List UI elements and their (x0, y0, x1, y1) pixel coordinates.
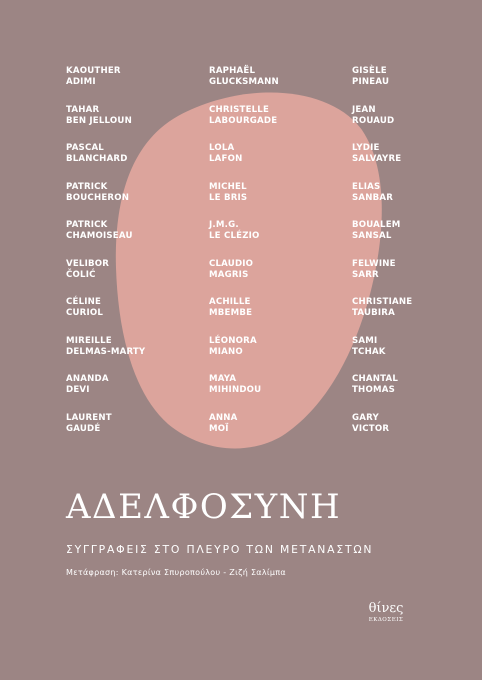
author-entry (352, 374, 482, 413)
author-last-name: MIANO (209, 346, 243, 357)
author-entry (66, 66, 216, 105)
author-first-name: JEAN (352, 104, 376, 115)
author-first-name: CHRISTIANE (352, 297, 413, 307)
author-first-name: VELIBOR (66, 258, 110, 269)
author-entry (66, 105, 216, 144)
authors-column-middle (209, 66, 359, 451)
author-entry (66, 336, 216, 375)
author-last-name: GLUCKSMANN (209, 77, 279, 87)
author-entry (209, 143, 359, 182)
author-entry (209, 374, 359, 413)
author-last-name: ČOLIĆ (66, 269, 96, 280)
author-entry (209, 413, 359, 452)
author-first-name: KAOUTHER (66, 66, 121, 76)
author-last-name: THOMAS (352, 385, 395, 395)
author-first-name: ELIAS (352, 181, 381, 192)
author-last-name: DEVI (66, 385, 90, 395)
author-last-name: LE BRIS (209, 192, 248, 203)
author-first-name: CLAUDIO (209, 258, 254, 269)
author-entry (66, 220, 216, 259)
author-entry (209, 182, 359, 221)
author-last-name: TAUBIRA (352, 308, 395, 318)
author-last-name: SANBAR (352, 192, 394, 203)
author-entry (352, 182, 482, 221)
author-first-name: FELWINE (352, 258, 396, 269)
author-first-name: BOUALEM (352, 220, 401, 230)
author-last-name: MBEMBE (209, 308, 253, 318)
author-entry (209, 220, 359, 259)
author-entry (66, 374, 216, 413)
author-last-name: PINEAU (352, 77, 390, 87)
book-title: ΑΔΕΛΦΟΣΥΝΗ (66, 487, 342, 527)
author-entry (209, 259, 359, 298)
authors-column-right (352, 66, 482, 451)
author-entry (66, 182, 216, 221)
author-first-name: CHRISTELLE (209, 104, 270, 115)
author-first-name: LYDIE (352, 143, 380, 153)
author-first-name: J.M.G. (209, 220, 239, 230)
author-first-name: RAPHAËL (209, 66, 256, 76)
author-entry (66, 413, 216, 452)
author-last-name: BLANCHARD (66, 154, 128, 164)
authors-column-left (66, 66, 216, 451)
author-first-name: SAMI (352, 335, 378, 346)
author-entry (66, 259, 216, 298)
author-entry (66, 143, 216, 182)
author-last-name: MIHINDOU (209, 385, 262, 395)
author-last-name: SARR (352, 269, 379, 280)
author-last-name: SANSAL (352, 231, 392, 241)
author-last-name: SALVAYRE (352, 154, 402, 164)
author-entry (352, 297, 482, 336)
author-first-name: PATRICK (66, 181, 108, 192)
translation-credit: Μετάφραση: Κατερίνα Σπυροπούλου - Ζιζή Σαλίμπα (66, 568, 286, 577)
publisher-logo (346, 602, 426, 624)
author-first-name: ACHILLE (209, 297, 251, 307)
author-last-name: DELMAS-MARTY (66, 346, 146, 357)
author-last-name: LABOURGADE (209, 115, 278, 126)
author-first-name: GISÈLE (352, 66, 387, 76)
author-last-name: LE CLÉZIO (209, 231, 260, 241)
author-last-name: VICTOR (352, 423, 390, 434)
author-entry (209, 336, 359, 375)
author-entry (352, 220, 482, 259)
author-first-name: ANNA (209, 412, 238, 423)
author-first-name: MIREILLE (66, 335, 112, 346)
author-last-name: BOUCHERON (66, 192, 130, 203)
author-first-name: MICHEL (209, 181, 247, 192)
book-subtitle: ΣΥΓΓΡΑΦΕΙΣ ΣΤΟ ΠΛΕΥΡΟ ΤΩΝ ΜΕΤΑΝΑΣΤΩΝ (66, 543, 374, 556)
author-entry (352, 413, 482, 452)
author-entry (209, 105, 359, 144)
publisher-name: θίνες (368, 601, 404, 616)
author-first-name: CHANTAL (352, 374, 399, 384)
author-last-name: TCHAK (352, 346, 386, 357)
author-first-name: LÉONORA (209, 335, 257, 346)
publisher-subtitle: ΕΚΔΟΣΕΙΣ (368, 617, 404, 623)
author-last-name: GAUDÉ (66, 423, 101, 434)
author-first-name: MAYA (209, 374, 237, 384)
author-entry (209, 297, 359, 336)
author-last-name: BEN JELLOUN (66, 115, 132, 126)
author-first-name: TAHAR (66, 104, 100, 115)
author-last-name: CURIOL (66, 308, 104, 318)
author-first-name: GARY (352, 412, 379, 423)
author-first-name: LAURENT (66, 412, 112, 423)
author-entry (352, 143, 482, 182)
author-entry (352, 66, 482, 105)
author-first-name: CÉLINE (66, 297, 102, 307)
author-first-name: LOLA (209, 143, 235, 153)
author-first-name: PASCAL (66, 143, 104, 153)
author-last-name: ROUAUD (352, 115, 395, 126)
author-last-name: CHAMOISEAU (66, 231, 133, 241)
author-entry (352, 336, 482, 375)
author-entry (209, 66, 359, 105)
author-last-name: ADIMI (66, 77, 96, 87)
author-entry (352, 259, 482, 298)
author-last-name: MOÏ (209, 423, 229, 434)
author-entry (66, 297, 216, 336)
author-last-name: LAFON (209, 154, 243, 164)
author-first-name: PATRICK (66, 220, 108, 230)
author-last-name: MAGRIS (209, 269, 249, 280)
author-first-name: ANANDA (66, 374, 109, 384)
author-entry (352, 105, 482, 144)
